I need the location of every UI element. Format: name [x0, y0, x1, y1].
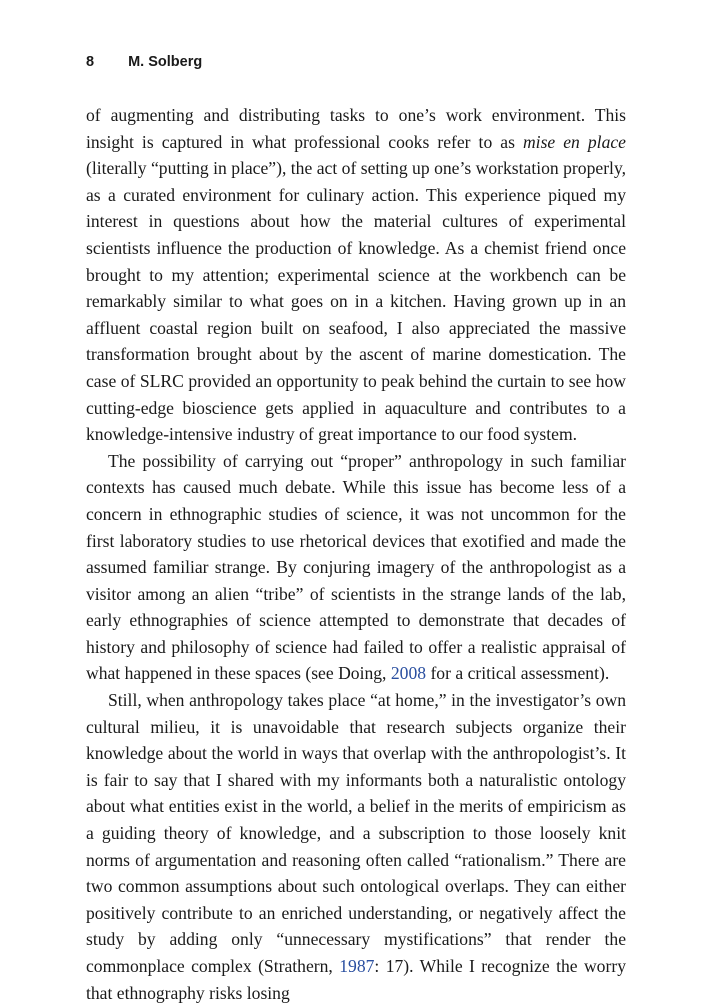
paragraph-text: : 17). While I recognize the worry that ethnography risks losing	[86, 956, 626, 1003]
paragraph	[86, 448, 626, 687]
citation-link[interactable]: 2008	[390, 663, 427, 684]
paragraph-text: (literally “putting in place”), the act of setting up one’s workstation properly, as a curated environment for culinary action. This experience piqued my interest in questions about how the material cultures of experimental scientists influence the production of knowledge. As a chemist friend once brought to my attention; experimental science at the workbench can be remarkably similar to what goes on in a kitchen. Having grown up in an affluent coastal region built on seafood, I also appreciated the massive transformation brought about by the ascent of marine domestication. The case of SLRC provided an opportunity to peak behind the curtain to see how cutting-edge bioscience gets applied in aquaculture and contributes to a knowledge-intensive industry of great importance to our food system.	[86, 158, 626, 445]
paragraph-text: of augmenting and distributing tasks to one’s work environment. This insight is captured in what professional cooks refer to as	[86, 105, 626, 152]
citation-link[interactable]: 1987	[339, 956, 375, 976]
paragraph	[86, 687, 626, 1006]
paragraph-text: The possibility of carrying out “proper” anthropology in such familiar contexts has caused much debate. While this issue has become less of a concern in ethnographic studies of science, it was not uncommon for the first laboratory studies to use rhetorical devices that exotified and made the assumed familiar strange. By conjuring imagery of the anthropologist as a visitor among an alien “tribe” of scientists in the strange lands of the lab, early ethnographies of science attempted to demonstrate that decades of history and philosophy of science had failed to offer a realistic appraisal of what happened in these spaces (see Doing,	[86, 450, 626, 684]
paragraph-text: for a critical assessment).	[426, 663, 610, 684]
running-head	[86, 54, 202, 70]
paragraph	[86, 102, 626, 448]
page-number: 8	[86, 54, 95, 70]
paragraph-text: Still, when anthropology takes place “at home,” in the investigator’s own cultural milieu, it is unavoidable that research subjects organize their knowledge about the world in ways that overlap with the anthropologist’s. It is fair to say that I shared with my informants both a naturalistic ontology about what entities exist in the world, a belief in the merits of empiricism as a guiding theory of knowledge, and a subscription to those loosely knit norms of argumentation and reasoning often called “rationalism.” There are two common assumptions about such ontological overlaps. They can either positively contribute to an enriched understanding, or negatively affect the study by adding only “unnecessary mystifications” that render the commonplace complex (Strathern,	[86, 690, 626, 976]
running-head-author: M. Solberg	[128, 54, 203, 70]
italic-term: mise en place	[522, 131, 626, 152]
body-text	[86, 102, 626, 1006]
